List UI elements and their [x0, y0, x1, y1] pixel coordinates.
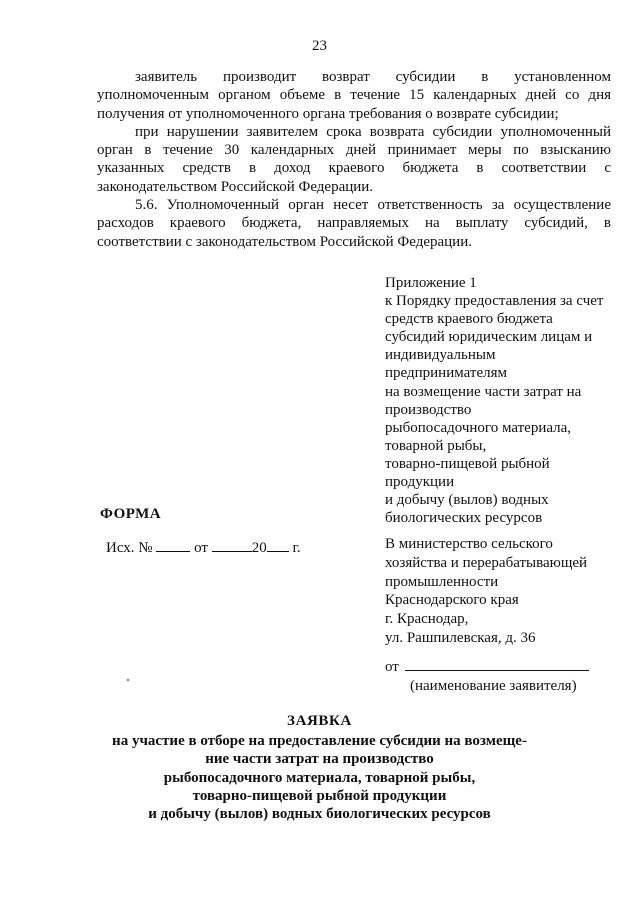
document-subtitle — [0, 732, 639, 823]
outgoing-number-prefix: Исх. № — [106, 540, 153, 556]
applicant-caption: (наименование заявителя) — [410, 678, 577, 694]
paragraph-responsibility: 5.6. Уполномоченный орган несет ответственность за осуществление расходов краевого бюджета, направляемых на выплату субсидий, в соответствии с законодательством Российской Федерации. — [97, 197, 611, 250]
subtitle-line: рыбопосадочного материала, товарной рыбы, — [163, 769, 476, 786]
appendix-line: продукции — [385, 474, 455, 491]
document-title: ЗАЯВКА — [287, 713, 352, 729]
applicant-name-blank[interactable] — [405, 657, 589, 671]
appendix-line: предпринимателям — [385, 365, 507, 382]
paragraph-refund-term: заявитель производит возврат субсидии в установленном уполномоченным органом объеме в течение 15 календарных дней со дня получения от уполномоченного органа требования о возврате субсидии; — [97, 69, 611, 122]
addressee-block — [385, 535, 625, 648]
outgoing-year-prefix: 20 — [251, 540, 267, 556]
subtitle-line: товарно-пищевой рыбной продукции — [192, 787, 447, 804]
addressee-line: хозяйства и перерабатывающей — [385, 554, 588, 571]
addressee-line: г. Краснодар, — [385, 611, 469, 628]
appendix-line: индивидуальным — [385, 347, 496, 364]
addressee-line: В министерство сельского — [385, 536, 553, 552]
appendix-header — [385, 274, 615, 527]
scan-speck — [127, 679, 129, 681]
outgoing-date-blank[interactable] — [212, 538, 252, 552]
applicant-from-label: от — [385, 659, 399, 675]
addressee-line: Краснодарского края — [385, 592, 519, 609]
appendix-line: Приложение 1 — [385, 275, 477, 291]
appendix-line: к Порядку предоставления за счет — [385, 293, 604, 310]
appendix-line: биологических ресурсов — [385, 510, 543, 527]
form-label: ФОРМА — [100, 506, 162, 522]
outgoing-number-blank[interactable] — [156, 538, 190, 552]
outgoing-date-from: от — [194, 540, 208, 556]
outgoing-year-blank[interactable] — [267, 538, 289, 552]
body-text — [97, 68, 611, 251]
appendix-line: товарно-пищевой рыбной — [385, 455, 550, 472]
subtitle-line: ние части затрат на производство — [205, 751, 434, 768]
appendix-line: на возмещение части затрат на — [385, 383, 582, 400]
applicant-from-line — [385, 657, 589, 676]
appendix-line: средств краевого бюджета — [385, 311, 553, 328]
appendix-line: товарной рыбы, — [385, 437, 487, 454]
appendix-line: и добычу (вылов) водных — [385, 492, 549, 509]
subtitle-line: на участие в отборе на предоставление субсидии на возмеще- — [112, 733, 527, 749]
subtitle-line: и добычу (вылов) водных биологических ресурсов — [148, 806, 491, 823]
page-number: 23 — [312, 38, 327, 54]
appendix-line: рыбопосадочного материала, — [385, 419, 572, 436]
outgoing-year-suffix: г. — [292, 540, 301, 556]
outgoing-number-line — [106, 538, 301, 557]
addressee-line: ул. Рашпилевская, д. 36 — [385, 629, 536, 646]
appendix-line: субсидий юридическим лицам и — [385, 329, 593, 346]
addressee-line: промышленности — [385, 573, 499, 590]
appendix-line: производство — [385, 401, 472, 418]
paragraph-refund-violation: при нарушении заявителем срока возврата субсидии уполномоченный орган в течение 30 календарных дней принимает меры по взысканию указанных средств в доход краевого бюджета в соответствии с законодательством Российской Федерации. — [97, 123, 611, 195]
